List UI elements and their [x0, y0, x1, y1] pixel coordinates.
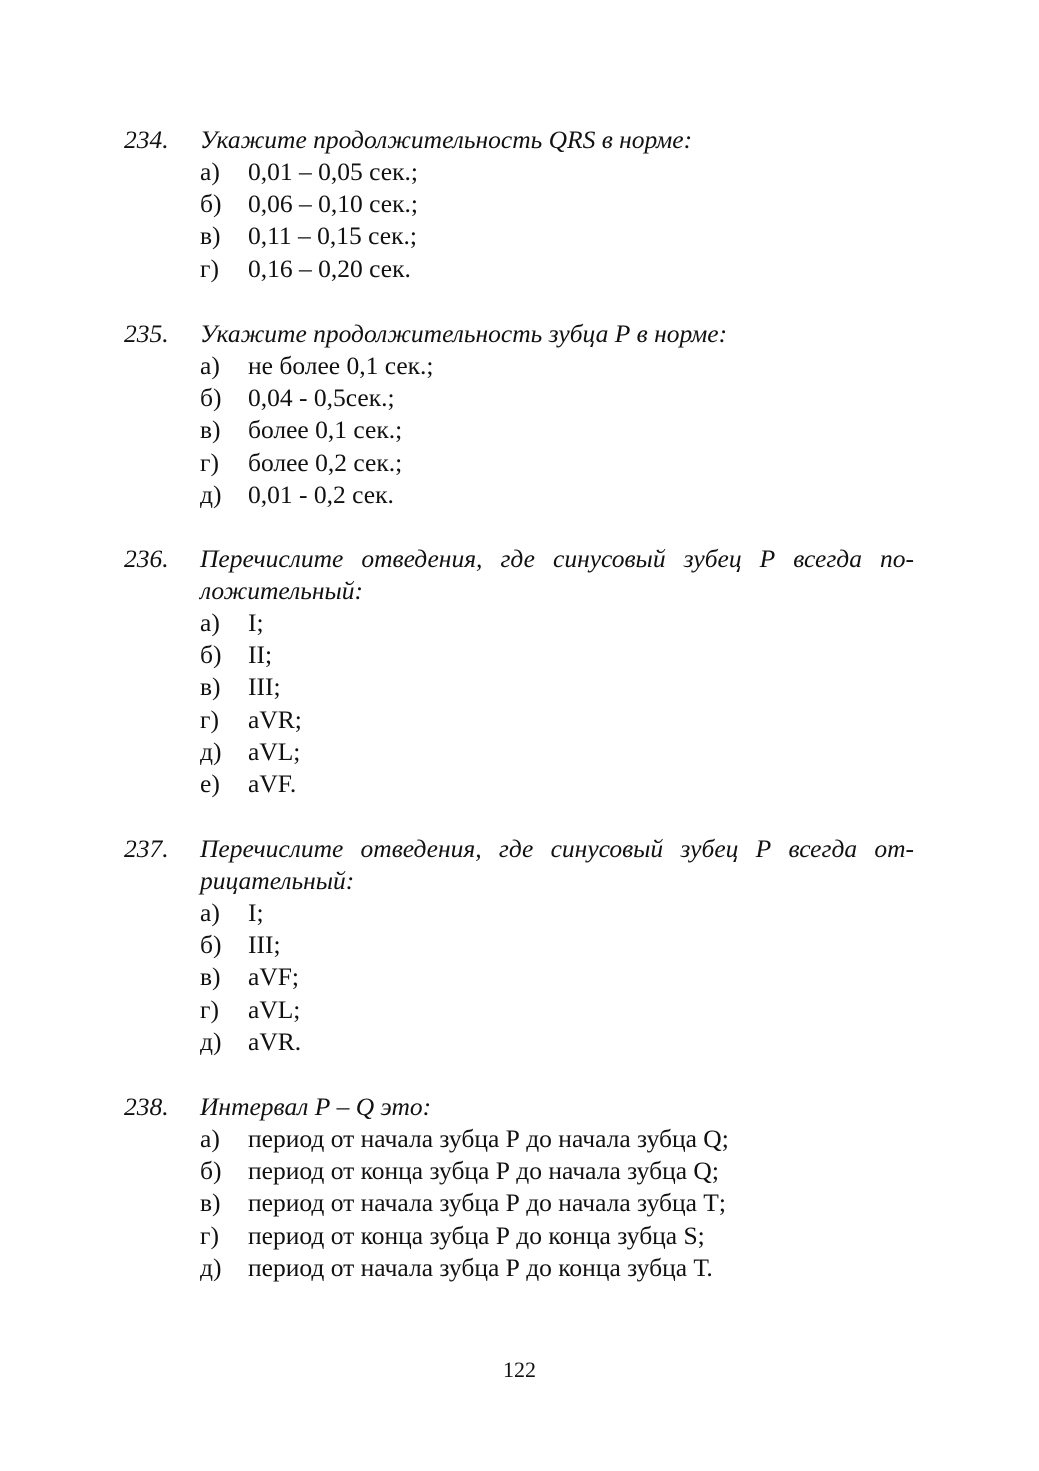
question-text: Укажите продолжительность зубца Р в норме:	[200, 319, 728, 348]
option-text: более 0,2 сек.;	[248, 447, 403, 477]
option-letter: г)	[200, 1220, 219, 1250]
option-text: aVR.	[248, 1026, 302, 1056]
answer-option	[124, 607, 924, 639]
question-number: 234.	[124, 125, 169, 154]
answer-option	[124, 1155, 924, 1187]
answer-option	[124, 414, 924, 446]
answer-option	[124, 1123, 924, 1155]
option-text: aVL;	[248, 994, 301, 1024]
option-letter: а)	[200, 1124, 220, 1153]
option-letter: б)	[200, 189, 222, 219]
question-237	[124, 833, 924, 1058]
option-text: III;	[248, 930, 281, 960]
option-text: 0,16 – 0,20 сек.	[248, 253, 411, 283]
answer-option	[124, 220, 924, 252]
answer-option	[124, 1220, 924, 1252]
question-heading	[124, 543, 924, 607]
option-letter: а)	[200, 608, 220, 637]
question-text: Интервал Р – Q это:	[200, 1092, 432, 1121]
option-text: aVL;	[248, 736, 301, 766]
answer-option	[124, 1026, 924, 1058]
answer-options	[124, 350, 924, 511]
option-letter: в)	[200, 962, 221, 992]
answer-option	[124, 447, 924, 479]
option-text: 0,01 – 0,05 сек.;	[248, 157, 418, 186]
answer-options	[124, 156, 924, 285]
option-text: период от начала зубца Р до начала зубца Т;	[248, 1188, 726, 1218]
option-letter: б)	[200, 1156, 222, 1186]
question-number: 236.	[124, 544, 169, 573]
option-letter: б)	[200, 383, 222, 413]
question-heading	[124, 1091, 924, 1123]
answer-option	[124, 253, 924, 285]
answer-option	[124, 768, 924, 800]
question-236	[124, 543, 924, 800]
question-238	[124, 1091, 924, 1284]
option-letter: д)	[200, 1026, 222, 1056]
answer-option	[124, 671, 924, 703]
answer-option	[124, 897, 924, 929]
question-heading	[124, 318, 924, 350]
option-text: 0,04 - 0,5сек.;	[248, 383, 395, 413]
option-letter: б)	[200, 930, 222, 960]
option-letter: г)	[200, 994, 219, 1024]
option-text: I;	[248, 608, 264, 637]
option-letter: е)	[200, 768, 220, 798]
answer-option	[124, 736, 924, 768]
question-text-continuation: ложительный:	[200, 576, 363, 605]
option-letter: в)	[200, 1188, 221, 1218]
option-letter: в)	[200, 415, 221, 445]
question-number: 235.	[124, 319, 169, 348]
option-letter: б)	[200, 640, 222, 670]
question-heading	[124, 833, 924, 897]
answer-options	[124, 1123, 924, 1284]
option-text: период от конца зубца Р до конца зубца S;	[248, 1220, 705, 1250]
answer-option	[124, 704, 924, 736]
page-number: 122	[503, 1357, 536, 1382]
option-text: 0,11 – 0,15 сек.;	[248, 221, 417, 251]
question-235	[124, 318, 924, 511]
option-text: период от начала зубца Р до конца зубца Т.	[248, 1252, 713, 1282]
option-text: период от начала зубца Р до начала зубца Q;	[248, 1124, 729, 1153]
option-text: 0,06 – 0,10 сек.;	[248, 189, 418, 219]
answer-option	[124, 994, 924, 1026]
question-number: 238.	[124, 1092, 169, 1121]
option-text: I;	[248, 898, 264, 927]
option-text: не более 0,1 сек.;	[248, 351, 434, 380]
answer-option	[124, 350, 924, 382]
answer-option	[124, 1252, 924, 1284]
option-letter: г)	[200, 704, 219, 734]
answer-option	[124, 929, 924, 961]
option-text: 0,01 - 0,2 сек.	[248, 479, 394, 509]
question-text: Перечислите отведения, где синусовый зубец Р всегда от-	[200, 834, 914, 863]
answer-option	[124, 188, 924, 220]
question-number: 237.	[124, 834, 169, 863]
question-text: Укажите продолжительность QRS в норме:	[200, 125, 693, 154]
option-text: период от конца зубца Р до начала зубца Q;	[248, 1156, 719, 1186]
answer-option	[124, 382, 924, 414]
answer-option	[124, 639, 924, 671]
option-letter: в)	[200, 221, 221, 251]
option-text: более 0,1 сек.;	[248, 415, 403, 445]
answer-option	[124, 1187, 924, 1219]
answer-option	[124, 479, 924, 511]
option-text: aVR;	[248, 704, 302, 734]
option-letter: а)	[200, 351, 220, 380]
option-letter: г)	[200, 447, 219, 477]
question-text-continuation: рицательный:	[200, 866, 355, 895]
option-letter: в)	[200, 672, 221, 702]
option-letter: д)	[200, 1252, 222, 1282]
question-heading	[124, 124, 924, 156]
option-text: III;	[248, 672, 281, 702]
answer-options	[124, 897, 924, 1058]
option-text: II;	[248, 640, 273, 670]
answer-options	[124, 607, 924, 800]
question-text: Перечислите отведения, где синусовый зубец Р всегда по-	[200, 544, 914, 573]
question-234	[124, 124, 924, 285]
answer-option	[124, 156, 924, 188]
option-letter: г)	[200, 253, 219, 283]
option-letter: д)	[200, 479, 222, 509]
option-letter: а)	[200, 898, 220, 927]
option-text: aVF;	[248, 962, 299, 992]
answer-option	[124, 961, 924, 993]
option-letter: а)	[200, 157, 220, 186]
option-text: aVF.	[248, 768, 297, 798]
option-letter: д)	[200, 736, 222, 766]
